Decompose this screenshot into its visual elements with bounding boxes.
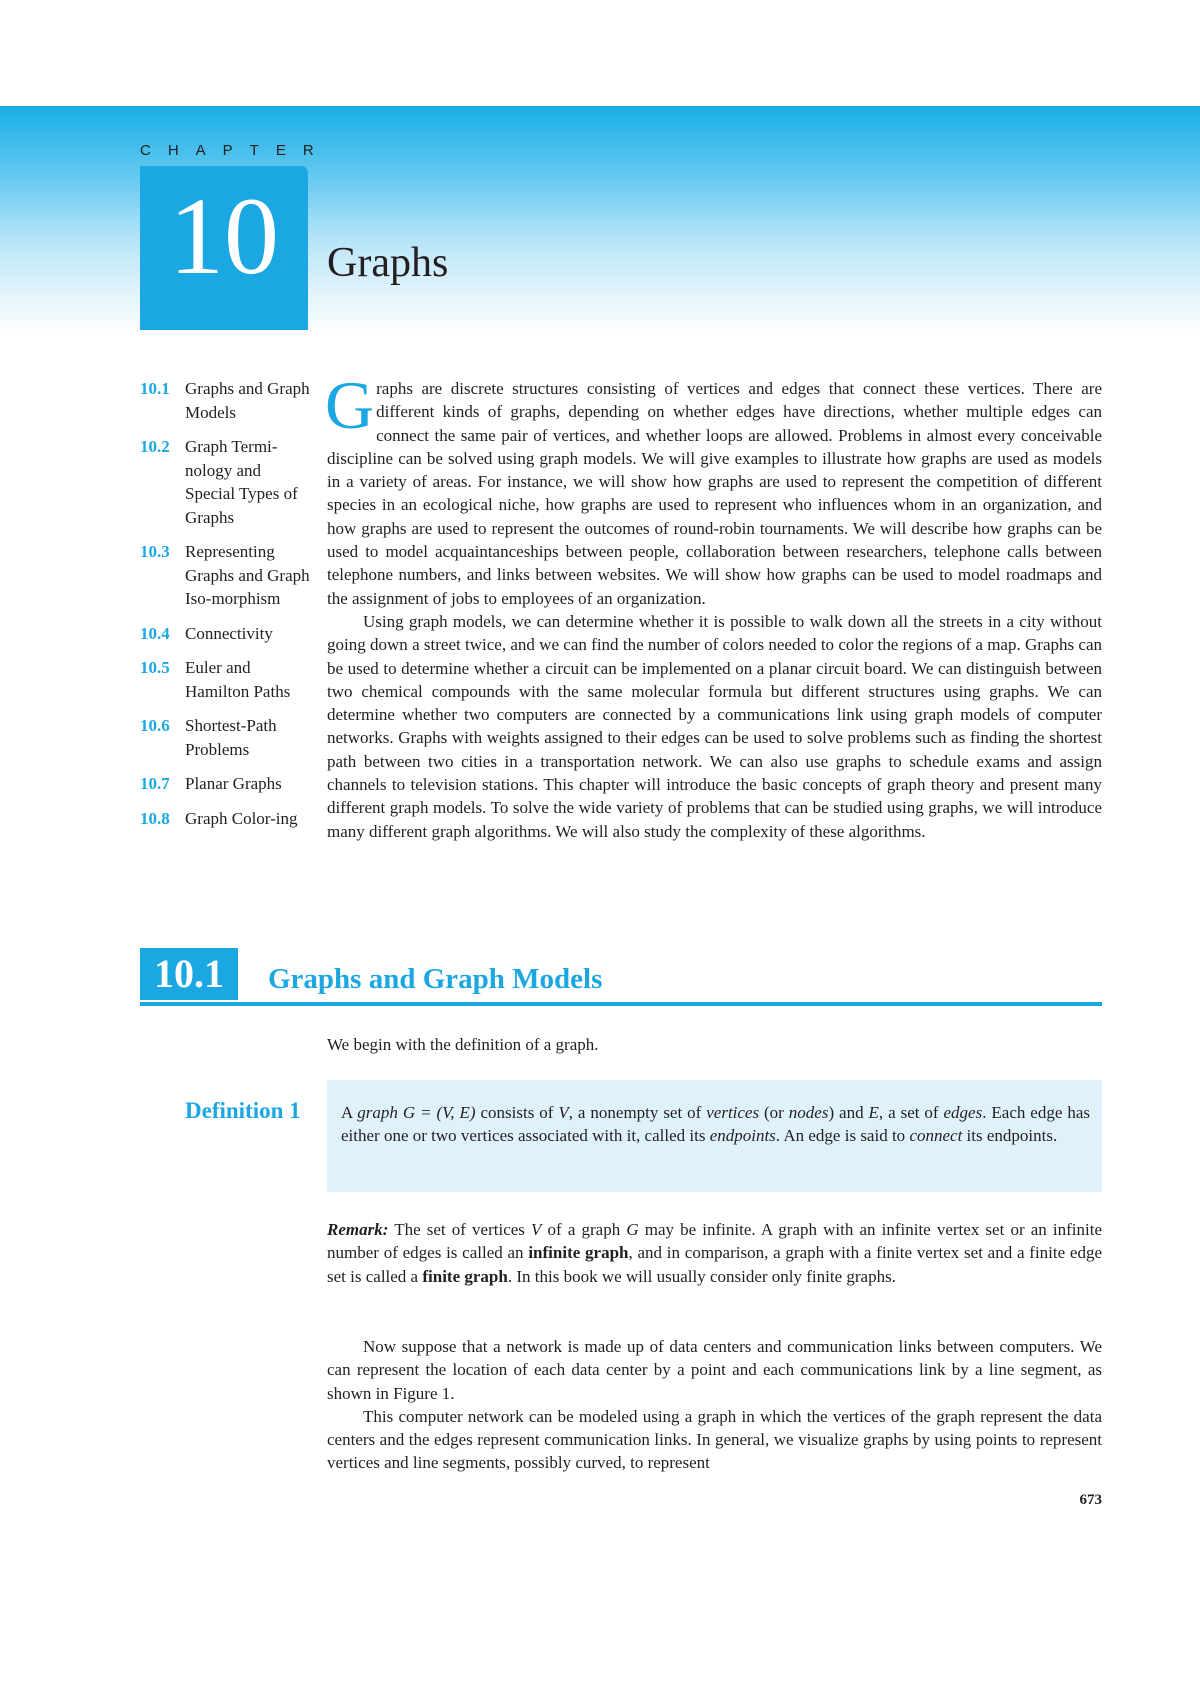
remark-label: Remark: [327,1220,389,1239]
page-number: 673 [1079,1492,1102,1508]
def-text: , a set of [878,1103,944,1122]
def-text: . Each edge has either one or two vertices associated with it, called its [341,1103,1090,1146]
toc-number: 10.1 [140,379,170,398]
remark-term: finite graph [422,1266,508,1286]
remark-text: The set of vertices [388,1220,532,1239]
toc-item[interactable] [140,622,310,646]
toc-label: Euler and Hamilton Paths [185,658,291,701]
toc-number: 10.2 [140,437,170,456]
def-math: G = (V, E) [397,1103,476,1122]
intro-text: raphs are discrete structures consisting of vertices and edges that connect these vertices. There are different kinds of graphs, depending on whether edges have directions, whether multiple edges can connect the same pair of vertices, and whether loops are allowed. Problems in almost every conceivable discipline can be solved using graph models. We will give examples to illustrate how graphs are used as models in a variety of areas. For instance, we will show how graphs are used to represent the competition of different species in an ecological niche, how graphs are used to represent who influences whom in an organization, and how graphs are used to represent the outcomes of round-robin tournaments. We will describe how graphs can be used to model acquaintanceships between people, collaboration between researchers, telephone calls between telephone numbers, and links between websites. We will show how graphs can be used to model roadmaps and the assignment of jobs to employees of an organization. [327,379,1102,608]
toc-number: 10.6 [140,716,170,735]
def-text: ) and [828,1103,869,1122]
remark [327,1218,1102,1288]
def-text: (or [759,1103,789,1122]
def-term: graph [357,1103,398,1122]
intro-paragraph [325,367,1102,610]
toc-label: Shortest-Path Problems [185,716,277,759]
toc-item[interactable] [140,377,310,424]
remark-math: G [626,1220,639,1239]
section-rule [140,1002,1102,1006]
toc-label: Representing Graphs and Graph Iso-morphism [185,542,310,608]
section-lead [327,1033,1102,1056]
remark-text: , and in comparison, a graph with a finite vertex set and a finite edge set is called a [327,1243,1103,1286]
body-paragraph: Now suppose that a network is made up of data centers and communication links between computers. We can represent the location of each data center by a point and each communications link by a line segment, as shown in Figure 1. [327,1337,1102,1403]
def-term: endpoints [709,1126,776,1146]
intro-paragraph: Using graph models, we can determine whether it is possible to walk down all the streets in a city without going down a street twice, and we can find the number of colors needed to color the regions of a map. Graphs can be used to determine whether a circuit can be implemented on a planar circuit board. We can distinguish between two chemical compounds with the same molecular formula but different structures using graphs. We can determine whether two computers are connected by a communications link using graph models of computer networks. Graphs with weights assigned to their edges can be used to solve problems such as finding the shortest path between two cities in a transportation network. We can also use graphs to schedule exams and assign channels to television stations. This chapter will introduce the basic concepts of graph theory and present many different graph models. To solve the wide variety of problems that can be studied using graphs, we will introduce many different graph algorithms. We will also study the complexity of these algorithms. [327,611,1102,841]
def-text: , a nonempty set of [568,1103,707,1122]
toc-item[interactable] [140,656,310,703]
remark-text: . In this book we will usually consider only finite graphs. [507,1266,896,1286]
remark-paragraph [327,1218,1102,1288]
def-math: E [868,1103,879,1122]
def-term: vertices [706,1103,760,1122]
def-term: connect [909,1126,963,1146]
def-term: edges [943,1103,983,1122]
definition-text [341,1101,1090,1148]
toc-number: 10.5 [140,658,170,677]
chapter-toc [140,377,310,841]
toc-item[interactable] [140,714,310,761]
def-text: consists of [475,1103,559,1122]
remark-text: of a graph [541,1220,627,1239]
chapter-number: 10 [169,175,279,297]
toc-label: Graphs and Graph Models [185,379,310,422]
def-text: . An edge is said to [775,1126,910,1146]
body-text [327,1335,1102,1475]
remark-term: infinite graph [528,1243,629,1263]
toc-item[interactable] [140,540,310,611]
def-term: nodes [788,1103,829,1122]
chapter-intro [325,367,1102,843]
toc-item[interactable] [140,435,310,529]
toc-number: 10.8 [140,808,170,828]
chapter-label: CHAPTER [140,142,331,159]
def-text: its endpoints. [962,1126,1058,1146]
toc-number: 10.7 [140,774,170,793]
toc-label: Planar Graphs [185,774,282,793]
toc-number: 10.4 [140,623,170,643]
remark-text: may be infinite. A graph with an infinite vertex set or an infinite number of edges is called an [327,1220,1102,1263]
toc-number: 10.3 [140,542,170,561]
body-paragraph: This computer network can be modeled using a graph in which the vertices of the graph represent the data centers and the edges represent communication links. In general, we visualize graphs by using points to represent vertices and line segments, possibly curved, to represent [327,1406,1102,1473]
section-title: Graphs and Graph Models [268,963,603,995]
drop-cap: G [325,367,375,443]
toc-item[interactable] [140,772,310,796]
definition-label: Definition 1 [185,1098,301,1123]
section-number: 10.1 [154,951,224,996]
chapter-title: Graphs [327,240,449,286]
remark-math: V [531,1220,542,1239]
lead-paragraph: We begin with the definition of a graph. [327,1035,599,1054]
def-math: V [558,1103,569,1122]
toc-label: Graph Termi-nology and Special Types of Graphs [185,437,298,527]
toc-label: Graph Color-ing [185,808,298,828]
toc-label: Connectivity [185,623,273,643]
toc-item[interactable] [140,807,310,831]
def-text: A [341,1103,358,1122]
